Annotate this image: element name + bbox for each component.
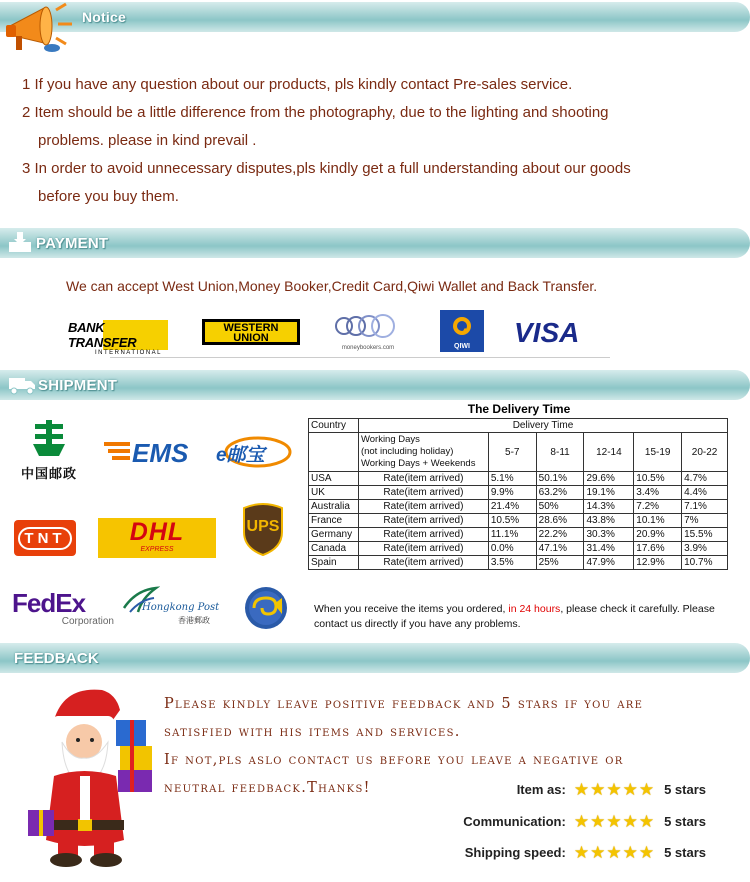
working-days-cell: Working Days (not including holiday) Working Days + Weekends xyxy=(358,433,488,472)
rate-value-cell: 21.4% xyxy=(488,500,536,514)
moneybookers-rings-icon xyxy=(332,312,404,340)
table-row xyxy=(309,528,728,542)
country-cell: Canada xyxy=(309,542,359,556)
rate-value-cell: 3.5% xyxy=(488,556,536,570)
notice-title: Notice xyxy=(82,9,126,25)
payment-methods-text: We can accept West Union,Money Booker,Credit Card,Qiwi Wallet and Back Transfer. xyxy=(66,278,598,294)
ems-logo: EMS xyxy=(102,438,188,468)
rate-label-cell: Rate(item arrived) xyxy=(358,472,488,486)
star-icon: ★ xyxy=(638,779,655,799)
rate-value-cell: 29.6% xyxy=(584,472,634,486)
feedback-line-4: neutral feedback.Thanks! xyxy=(164,780,371,796)
table-row xyxy=(309,472,728,486)
rate-value-cell: 10.5% xyxy=(488,514,536,528)
megaphone-icon xyxy=(2,0,80,58)
delivery-table-body xyxy=(309,472,728,570)
bank-transfer-logo: BANK TRANSFER INTERNATIONAL xyxy=(68,320,168,346)
rate-value-cell: 22.2% xyxy=(536,528,584,542)
star-icon: ★ xyxy=(606,779,622,799)
qiwi-logo: QIWI xyxy=(440,310,484,352)
rate-value-cell: 7.2% xyxy=(634,500,682,514)
rate-label-cell: Rate(item arrived) xyxy=(358,514,488,528)
star-rating xyxy=(574,781,654,798)
western-union-logo: WESTERN UNION xyxy=(202,319,300,345)
rate-value-cell: 10.7% xyxy=(682,556,728,570)
payment-divider xyxy=(110,357,610,358)
star-icon: ★ xyxy=(590,779,606,799)
country-cell: Spain xyxy=(309,556,359,570)
rate-value-cell: 5.1% xyxy=(488,472,536,486)
table-row xyxy=(309,542,728,556)
delivery-table-title: The Delivery Time xyxy=(467,402,571,416)
rate-value-cell: 25% xyxy=(536,556,584,570)
star-icon: ★ xyxy=(590,811,606,831)
rate-value-cell: 3.4% xyxy=(634,486,682,500)
rate-value-cell: 17.6% xyxy=(634,542,682,556)
star-icon: ★ xyxy=(638,811,655,831)
fedex-logo: FedEx Corporation xyxy=(12,588,114,627)
country-cell: Germany xyxy=(309,528,359,542)
feedback-line-3: If not,pls aslo contact us before you leave a negative or xyxy=(164,752,624,768)
country-cell: France xyxy=(309,514,359,528)
notice-item-2-cont: problems. please in kind prevail . xyxy=(38,132,257,149)
rate-value-cell: 19.1% xyxy=(584,486,634,500)
rate-label-cell: Rate(item arrived) xyxy=(358,542,488,556)
star-rating xyxy=(574,813,654,830)
ups-logo: UPS xyxy=(242,502,284,556)
rate-value-cell: 0.0% xyxy=(488,542,536,556)
payment-icon xyxy=(8,231,32,253)
table-row xyxy=(309,486,728,500)
santa-illustration xyxy=(24,680,160,868)
feedback-title: FEEDBACK xyxy=(14,650,99,667)
moneybookers-logo: moneybookers.com xyxy=(332,312,404,352)
post-horn-logo xyxy=(244,586,288,630)
rate-value-cell: 4.7% xyxy=(682,472,728,486)
rate-value-cell: 10.5% xyxy=(634,472,682,486)
rating-row-item xyxy=(444,779,706,799)
visa-logo: VISA xyxy=(514,317,580,348)
range-header: 5-7 xyxy=(488,433,536,472)
rate-value-cell: 28.6% xyxy=(536,514,584,528)
table-row xyxy=(309,419,728,433)
star-icon: ★ xyxy=(622,811,638,831)
rate-value-cell: 50.1% xyxy=(536,472,584,486)
china-post-logo: 中国邮政 xyxy=(14,420,84,482)
table-row xyxy=(309,514,728,528)
tnt-logo: TNT xyxy=(14,520,76,556)
rate-value-cell: 43.8% xyxy=(584,514,634,528)
dhl-logo: DHL EXPRESS xyxy=(98,518,216,558)
star-icon: ★ xyxy=(590,842,606,862)
star-icon: ★ xyxy=(606,842,622,862)
rate-value-cell: 31.4% xyxy=(584,542,634,556)
star-icon: ★ xyxy=(622,842,638,862)
rate-value-cell: 3.9% xyxy=(682,542,728,556)
rate-value-cell: 4.4% xyxy=(682,486,728,500)
qiwi-icon xyxy=(450,314,474,338)
truck-icon xyxy=(8,375,36,395)
notice-list xyxy=(22,71,631,211)
range-header: 12-14 xyxy=(584,433,634,472)
hongkong-post-logo: Hongkong Post 香港郵政 xyxy=(120,586,216,630)
star-icon: ★ xyxy=(573,811,590,831)
rate-value-cell: 7% xyxy=(682,514,728,528)
star-icon: ★ xyxy=(638,842,655,862)
rating-row-communication xyxy=(444,811,706,831)
star-icon: ★ xyxy=(573,842,590,862)
country-cell: Australia xyxy=(309,500,359,514)
rating-label: Shipping speed: xyxy=(464,844,566,860)
rating-label: Item as: xyxy=(516,781,566,797)
rate-label-cell: Rate(item arrived) xyxy=(358,556,488,570)
header-country: Country xyxy=(309,419,359,433)
rate-value-cell: 11.1% xyxy=(488,528,536,542)
rate-value-cell: 10.1% xyxy=(634,514,682,528)
rating-value: 5 stars xyxy=(664,813,706,829)
rate-value-cell: 7.1% xyxy=(682,500,728,514)
payment-header-band xyxy=(0,228,750,258)
star-icon: ★ xyxy=(622,779,638,799)
rating-row-shipping-speed xyxy=(444,842,706,862)
notice-item-2: 2 Item should be a little difference from the photography, due to the lighting and shooting xyxy=(22,104,609,121)
rate-value-cell: 47.9% xyxy=(584,556,634,570)
payment-title: PAYMENT xyxy=(36,235,109,252)
rate-label-cell: Rate(item arrived) xyxy=(358,486,488,500)
rate-value-cell: 12.9% xyxy=(634,556,682,570)
country-cell: USA xyxy=(309,472,359,486)
feedback-header-band xyxy=(0,643,750,673)
rate-label-cell: Rate(item arrived) xyxy=(358,528,488,542)
rate-value-cell: 14.3% xyxy=(584,500,634,514)
table-row xyxy=(309,556,728,570)
notice-item-1: 1 If you have any question about our products, pls kindly contact Pre-sales service. xyxy=(22,76,573,93)
notice-item-3-cont: before you buy them. xyxy=(38,188,179,205)
rate-value-cell: 63.2% xyxy=(536,486,584,500)
rating-label: Communication: xyxy=(463,813,566,829)
delivery-table xyxy=(308,418,728,570)
notice-item-3: 3 In order to avoid unnecessary disputes,pls kindly get a full understanding about our goods xyxy=(22,160,631,177)
range-header: 8-11 xyxy=(536,433,584,472)
range-header: 15-19 xyxy=(634,433,682,472)
feedback-line-1: Please kindly leave positive feedback and 5 stars if you are xyxy=(164,696,644,712)
delivery-note: When you receive the items you ordered, in 24 hours, please check it carefully. Please contact us directly if you have any problems. xyxy=(314,603,715,630)
rate-value-cell: 15.5% xyxy=(682,528,728,542)
rate-value-cell: 30.3% xyxy=(584,528,634,542)
rating-value: 5 stars xyxy=(664,844,706,860)
feedback-line-2: satisfied with his items and services. xyxy=(164,724,461,740)
star-icon: ★ xyxy=(573,779,590,799)
rate-label-cell: Rate(item arrived) xyxy=(358,500,488,514)
rate-value-cell: 20.9% xyxy=(634,528,682,542)
shipment-title: SHIPMENT xyxy=(38,377,118,394)
star-rating xyxy=(574,844,654,861)
delivery-note-highlight: in 24 hours xyxy=(508,603,561,615)
china-post-icon xyxy=(29,420,69,458)
rating-value: 5 stars xyxy=(664,781,706,797)
range-header: 20-22 xyxy=(682,433,728,472)
rate-value-cell: 47.1% xyxy=(536,542,584,556)
rate-value-cell: 9.9% xyxy=(488,486,536,500)
rate-value-cell: 50% xyxy=(536,500,584,514)
table-row xyxy=(309,500,728,514)
eub-logo: e邮宝 xyxy=(210,434,292,470)
country-cell: UK xyxy=(309,486,359,500)
star-icon: ★ xyxy=(606,811,622,831)
table-cell xyxy=(309,433,359,472)
header-delivery-time: Delivery Time xyxy=(358,419,727,433)
ems-stripes-icon xyxy=(102,440,132,466)
table-row xyxy=(309,433,728,472)
